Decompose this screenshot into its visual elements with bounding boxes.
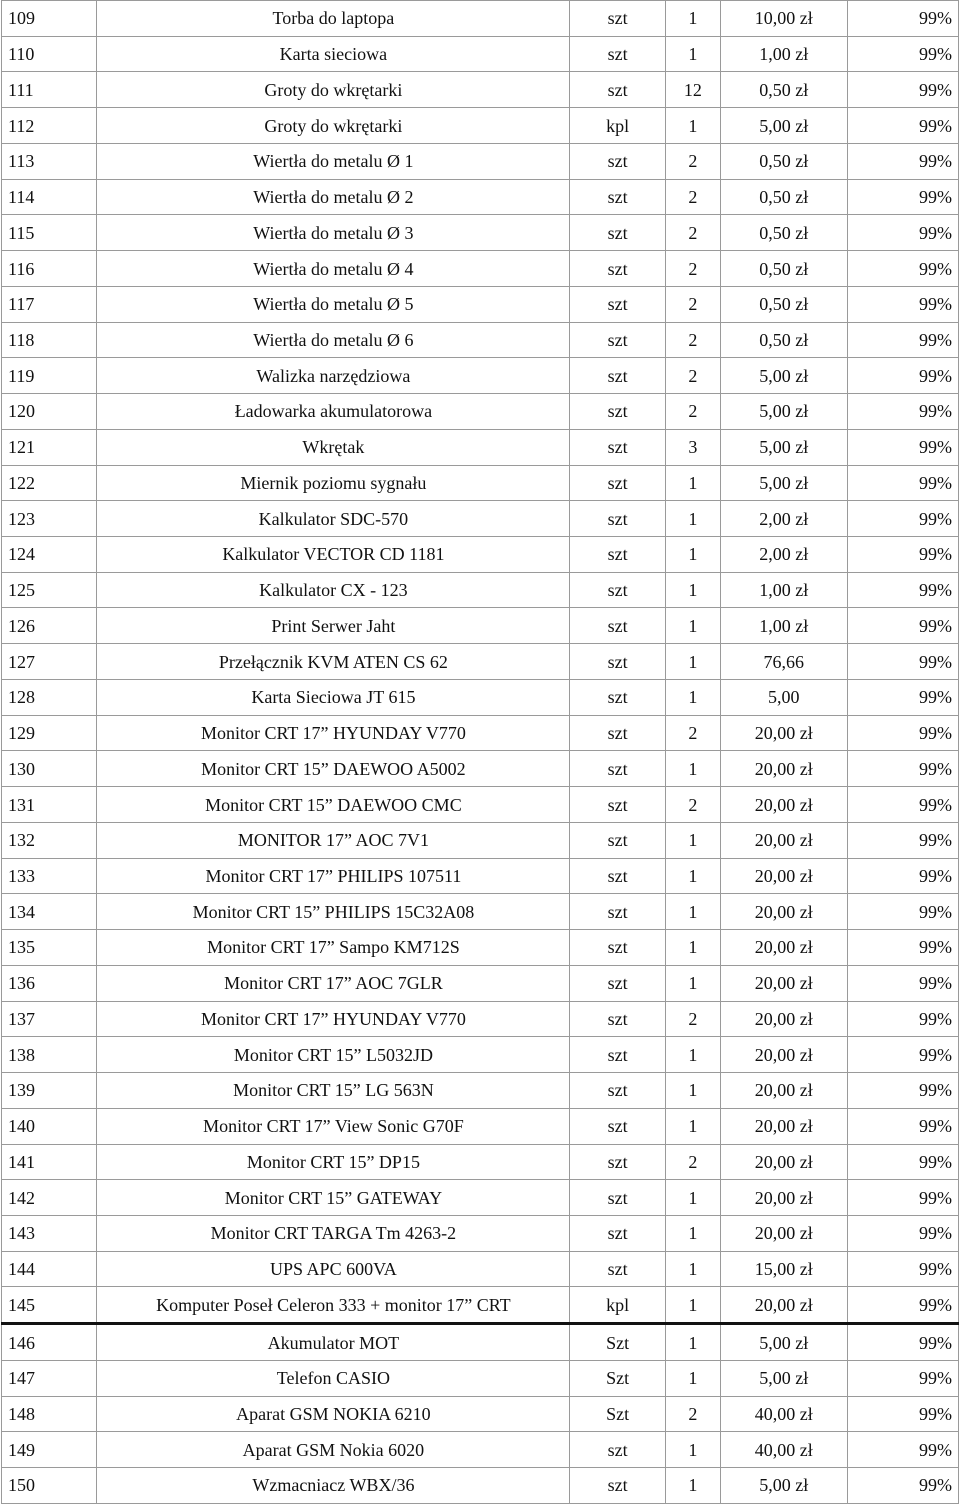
item-number: 122 bbox=[2, 465, 97, 501]
table-row bbox=[2, 679, 959, 715]
table-row bbox=[2, 822, 959, 858]
item-depreciation: 99% bbox=[847, 787, 958, 823]
item-unit: szt bbox=[570, 608, 665, 644]
item-depreciation: 99% bbox=[847, 429, 958, 465]
item-quantity: 1 bbox=[665, 1, 720, 37]
item-depreciation: 99% bbox=[847, 644, 958, 680]
item-name: Wiertła do metalu Ø 3 bbox=[97, 215, 570, 251]
item-price: 5,00 bbox=[720, 679, 847, 715]
item-unit: szt bbox=[570, 644, 665, 680]
item-name: Ładowarka akumulatorowa bbox=[97, 394, 570, 430]
item-unit: szt bbox=[570, 36, 665, 72]
item-price: 5,00 zł bbox=[720, 394, 847, 430]
item-quantity: 1 bbox=[665, 679, 720, 715]
item-number: 113 bbox=[2, 143, 97, 179]
item-name: Kalkulator CX - 123 bbox=[97, 572, 570, 608]
item-number: 132 bbox=[2, 822, 97, 858]
item-number: 125 bbox=[2, 572, 97, 608]
item-unit: szt bbox=[570, 143, 665, 179]
inventory-table-body bbox=[2, 1, 959, 1504]
item-unit: szt bbox=[570, 251, 665, 287]
item-quantity: 2 bbox=[665, 358, 720, 394]
item-name: Monitor CRT 15” DAEWOO CMC bbox=[97, 787, 570, 823]
item-price: 0,50 zł bbox=[720, 251, 847, 287]
item-number: 147 bbox=[2, 1360, 97, 1396]
item-unit: szt bbox=[570, 1180, 665, 1216]
item-quantity: 1 bbox=[665, 894, 720, 930]
table-row bbox=[2, 894, 959, 930]
item-number: 121 bbox=[2, 429, 97, 465]
item-depreciation: 99% bbox=[847, 537, 958, 573]
item-depreciation: 99% bbox=[847, 1108, 958, 1144]
item-number: 117 bbox=[2, 286, 97, 322]
item-price: 20,00 zł bbox=[720, 751, 847, 787]
item-price: 5,00 zł bbox=[720, 108, 847, 144]
table-row bbox=[2, 501, 959, 537]
item-name: Akumulator MOT bbox=[97, 1324, 570, 1361]
table-row bbox=[2, 1108, 959, 1144]
item-unit: szt bbox=[570, 1215, 665, 1251]
item-unit: szt bbox=[570, 72, 665, 108]
item-name: Wiertła do metalu Ø 2 bbox=[97, 179, 570, 215]
item-depreciation: 99% bbox=[847, 1324, 958, 1361]
item-name: Kalkulator VECTOR CD 1181 bbox=[97, 537, 570, 573]
item-unit: szt bbox=[570, 322, 665, 358]
item-number: 131 bbox=[2, 787, 97, 823]
item-name: UPS APC 600VA bbox=[97, 1251, 570, 1287]
table-row bbox=[2, 1144, 959, 1180]
item-quantity: 1 bbox=[665, 1108, 720, 1144]
item-number: 144 bbox=[2, 1251, 97, 1287]
item-name: Aparat GSM Nokia 6020 bbox=[97, 1432, 570, 1468]
item-name: Kalkulator SDC-570 bbox=[97, 501, 570, 537]
item-price: 20,00 zł bbox=[720, 1037, 847, 1073]
item-number: 145 bbox=[2, 1287, 97, 1324]
item-name: Wiertła do metalu Ø 4 bbox=[97, 251, 570, 287]
item-name: Monitor CRT 17” HYUNDAY V770 bbox=[97, 715, 570, 751]
item-unit: Szt bbox=[570, 1396, 665, 1432]
item-depreciation: 99% bbox=[847, 1001, 958, 1037]
table-row bbox=[2, 537, 959, 573]
item-quantity: 2 bbox=[665, 179, 720, 215]
table-row bbox=[2, 215, 959, 251]
item-unit: szt bbox=[570, 1468, 665, 1504]
item-number: 150 bbox=[2, 1468, 97, 1504]
table-row bbox=[2, 1396, 959, 1432]
item-quantity: 2 bbox=[665, 715, 720, 751]
item-depreciation: 99% bbox=[847, 1, 958, 37]
item-quantity: 2 bbox=[665, 286, 720, 322]
table-row bbox=[2, 1, 959, 37]
item-quantity: 1 bbox=[665, 501, 720, 537]
item-name: Monitor CRT 15” GATEWAY bbox=[97, 1180, 570, 1216]
item-quantity: 1 bbox=[665, 108, 720, 144]
item-number: 119 bbox=[2, 358, 97, 394]
item-unit: Szt bbox=[570, 1360, 665, 1396]
item-quantity: 1 bbox=[665, 1180, 720, 1216]
item-price: 40,00 zł bbox=[720, 1432, 847, 1468]
item-number: 112 bbox=[2, 108, 97, 144]
item-quantity: 1 bbox=[665, 608, 720, 644]
item-number: 143 bbox=[2, 1215, 97, 1251]
item-depreciation: 99% bbox=[847, 715, 958, 751]
item-unit: szt bbox=[570, 1251, 665, 1287]
item-price: 20,00 zł bbox=[720, 858, 847, 894]
item-unit: szt bbox=[570, 215, 665, 251]
item-price: 20,00 zł bbox=[720, 787, 847, 823]
item-price: 20,00 zł bbox=[720, 965, 847, 1001]
item-depreciation: 99% bbox=[847, 1287, 958, 1324]
table-row bbox=[2, 286, 959, 322]
item-name: Wzmacniacz WBX/36 bbox=[97, 1468, 570, 1504]
item-unit: szt bbox=[570, 465, 665, 501]
item-quantity: 2 bbox=[665, 1144, 720, 1180]
item-quantity: 2 bbox=[665, 143, 720, 179]
item-price: 1,00 zł bbox=[720, 572, 847, 608]
item-unit: szt bbox=[570, 751, 665, 787]
item-number: 114 bbox=[2, 179, 97, 215]
item-price: 20,00 zł bbox=[720, 1073, 847, 1109]
item-quantity: 1 bbox=[665, 36, 720, 72]
item-number: 136 bbox=[2, 965, 97, 1001]
item-price: 5,00 zł bbox=[720, 1360, 847, 1396]
table-row bbox=[2, 715, 959, 751]
table-row bbox=[2, 108, 959, 144]
item-depreciation: 99% bbox=[847, 1396, 958, 1432]
item-name: Karta sieciowa bbox=[97, 36, 570, 72]
item-quantity: 2 bbox=[665, 394, 720, 430]
item-unit: szt bbox=[570, 358, 665, 394]
item-name: Wiertła do metalu Ø 5 bbox=[97, 286, 570, 322]
item-price: 0,50 zł bbox=[720, 143, 847, 179]
item-number: 110 bbox=[2, 36, 97, 72]
item-price: 2,00 zł bbox=[720, 537, 847, 573]
item-price: 0,50 zł bbox=[720, 179, 847, 215]
item-price: 40,00 zł bbox=[720, 1396, 847, 1432]
item-name: MONITOR 17” AOC 7V1 bbox=[97, 822, 570, 858]
item-number: 124 bbox=[2, 537, 97, 573]
item-number: 134 bbox=[2, 894, 97, 930]
item-price: 1,00 zł bbox=[720, 36, 847, 72]
item-name: Monitor CRT 15” DAEWOO A5002 bbox=[97, 751, 570, 787]
item-quantity: 1 bbox=[665, 537, 720, 573]
item-name: Monitor CRT 15” LG 563N bbox=[97, 1073, 570, 1109]
item-depreciation: 99% bbox=[847, 930, 958, 966]
item-number: 128 bbox=[2, 679, 97, 715]
item-name: Przełącznik KVM ATEN CS 62 bbox=[97, 644, 570, 680]
item-quantity: 12 bbox=[665, 72, 720, 108]
item-depreciation: 99% bbox=[847, 751, 958, 787]
item-price: 0,50 zł bbox=[720, 72, 847, 108]
item-unit: szt bbox=[570, 1, 665, 37]
item-price: 20,00 zł bbox=[720, 1001, 847, 1037]
item-price: 5,00 zł bbox=[720, 1324, 847, 1361]
item-number: 115 bbox=[2, 215, 97, 251]
item-name: Monitor CRT 17” Sampo KM712S bbox=[97, 930, 570, 966]
item-number: 120 bbox=[2, 394, 97, 430]
item-quantity: 2 bbox=[665, 1001, 720, 1037]
table-row bbox=[2, 465, 959, 501]
item-depreciation: 99% bbox=[847, 608, 958, 644]
item-name: Print Serwer Jaht bbox=[97, 608, 570, 644]
item-number: 141 bbox=[2, 1144, 97, 1180]
item-quantity: 3 bbox=[665, 429, 720, 465]
item-quantity: 1 bbox=[665, 644, 720, 680]
item-depreciation: 99% bbox=[847, 179, 958, 215]
item-quantity: 2 bbox=[665, 322, 720, 358]
item-name: Monitor CRT 17” AOC 7GLR bbox=[97, 965, 570, 1001]
item-quantity: 1 bbox=[665, 1215, 720, 1251]
item-number: 135 bbox=[2, 930, 97, 966]
item-price: 0,50 zł bbox=[720, 215, 847, 251]
item-number: 140 bbox=[2, 1108, 97, 1144]
item-name: Groty do wkrętarki bbox=[97, 72, 570, 108]
item-name: Groty do wkrętarki bbox=[97, 108, 570, 144]
item-depreciation: 99% bbox=[847, 1251, 958, 1287]
table-row bbox=[2, 1180, 959, 1216]
item-unit: szt bbox=[570, 679, 665, 715]
item-depreciation: 99% bbox=[847, 143, 958, 179]
item-depreciation: 99% bbox=[847, 1215, 958, 1251]
item-depreciation: 99% bbox=[847, 1144, 958, 1180]
item-unit: szt bbox=[570, 1144, 665, 1180]
item-name: Wiertła do metalu Ø 6 bbox=[97, 322, 570, 358]
table-row bbox=[2, 429, 959, 465]
item-unit: szt bbox=[570, 894, 665, 930]
item-number: 137 bbox=[2, 1001, 97, 1037]
item-unit: szt bbox=[570, 715, 665, 751]
item-name: Monitor CRT 17” HYUNDAY V770 bbox=[97, 1001, 570, 1037]
table-row bbox=[2, 751, 959, 787]
table-row bbox=[2, 1324, 959, 1361]
table-row bbox=[2, 143, 959, 179]
table-row bbox=[2, 358, 959, 394]
item-name: Telefon CASIO bbox=[97, 1360, 570, 1396]
table-row bbox=[2, 1432, 959, 1468]
table-row bbox=[2, 322, 959, 358]
item-depreciation: 99% bbox=[847, 251, 958, 287]
item-number: 142 bbox=[2, 1180, 97, 1216]
item-quantity: 1 bbox=[665, 858, 720, 894]
item-unit: szt bbox=[570, 537, 665, 573]
item-depreciation: 99% bbox=[847, 501, 958, 537]
inventory-table bbox=[1, 0, 959, 1504]
item-depreciation: 99% bbox=[847, 858, 958, 894]
item-number: 109 bbox=[2, 1, 97, 37]
table-row bbox=[2, 1073, 959, 1109]
item-price: 0,50 zł bbox=[720, 322, 847, 358]
item-unit: szt bbox=[570, 965, 665, 1001]
item-depreciation: 99% bbox=[847, 1432, 958, 1468]
table-row bbox=[2, 930, 959, 966]
table-row bbox=[2, 608, 959, 644]
item-number: 118 bbox=[2, 322, 97, 358]
item-number: 127 bbox=[2, 644, 97, 680]
item-name: Monitor CRT TARGA Tm 4263-2 bbox=[97, 1215, 570, 1251]
item-price: 5,00 zł bbox=[720, 429, 847, 465]
item-quantity: 1 bbox=[665, 930, 720, 966]
item-depreciation: 99% bbox=[847, 1360, 958, 1396]
item-name: Walizka narzędziowa bbox=[97, 358, 570, 394]
item-unit: szt bbox=[570, 1073, 665, 1109]
item-price: 20,00 zł bbox=[720, 715, 847, 751]
item-name: Monitor CRT 15” DP15 bbox=[97, 1144, 570, 1180]
table-row bbox=[2, 787, 959, 823]
item-name: Wkrętak bbox=[97, 429, 570, 465]
item-depreciation: 99% bbox=[847, 322, 958, 358]
item-quantity: 1 bbox=[665, 965, 720, 1001]
item-quantity: 2 bbox=[665, 251, 720, 287]
table-row bbox=[2, 572, 959, 608]
item-depreciation: 99% bbox=[847, 394, 958, 430]
item-unit: szt bbox=[570, 930, 665, 966]
item-price: 5,00 zł bbox=[720, 358, 847, 394]
item-quantity: 1 bbox=[665, 751, 720, 787]
item-price: 1,00 zł bbox=[720, 608, 847, 644]
table-row bbox=[2, 1251, 959, 1287]
table-row bbox=[2, 965, 959, 1001]
item-number: 138 bbox=[2, 1037, 97, 1073]
table-row bbox=[2, 644, 959, 680]
table-row bbox=[2, 858, 959, 894]
item-name: Aparat GSM NOKIA 6210 bbox=[97, 1396, 570, 1432]
item-price: 20,00 zł bbox=[720, 1144, 847, 1180]
item-price: 20,00 zł bbox=[720, 1215, 847, 1251]
item-price: 2,00 zł bbox=[720, 501, 847, 537]
table-row bbox=[2, 1468, 959, 1504]
item-name: Komputer Poseł Celeron 333 + monitor 17” CRT bbox=[97, 1287, 570, 1324]
item-price: 20,00 zł bbox=[720, 894, 847, 930]
item-quantity: 1 bbox=[665, 1287, 720, 1324]
item-quantity: 1 bbox=[665, 572, 720, 608]
table-row bbox=[2, 36, 959, 72]
item-price: 20,00 zł bbox=[720, 822, 847, 858]
item-unit: szt bbox=[570, 394, 665, 430]
item-number: 123 bbox=[2, 501, 97, 537]
item-unit: szt bbox=[570, 1037, 665, 1073]
item-number: 139 bbox=[2, 1073, 97, 1109]
table-row bbox=[2, 394, 959, 430]
item-unit: szt bbox=[570, 286, 665, 322]
item-quantity: 1 bbox=[665, 1324, 720, 1361]
item-number: 116 bbox=[2, 251, 97, 287]
item-number: 130 bbox=[2, 751, 97, 787]
item-quantity: 1 bbox=[665, 465, 720, 501]
item-price: 20,00 zł bbox=[720, 1108, 847, 1144]
table-row bbox=[2, 1001, 959, 1037]
item-depreciation: 99% bbox=[847, 358, 958, 394]
item-unit: szt bbox=[570, 572, 665, 608]
item-quantity: 1 bbox=[665, 1251, 720, 1287]
item-depreciation: 99% bbox=[847, 286, 958, 322]
item-price: 76,66 bbox=[720, 644, 847, 680]
item-price: 20,00 zł bbox=[720, 1287, 847, 1324]
item-depreciation: 99% bbox=[847, 1073, 958, 1109]
item-quantity: 1 bbox=[665, 1468, 720, 1504]
item-depreciation: 99% bbox=[847, 72, 958, 108]
item-quantity: 1 bbox=[665, 1360, 720, 1396]
item-price: 20,00 zł bbox=[720, 930, 847, 966]
table-row bbox=[2, 179, 959, 215]
item-depreciation: 99% bbox=[847, 215, 958, 251]
item-unit: szt bbox=[570, 501, 665, 537]
item-quantity: 2 bbox=[665, 787, 720, 823]
item-unit: szt bbox=[570, 429, 665, 465]
item-name: Karta Sieciowa JT 615 bbox=[97, 679, 570, 715]
item-unit: szt bbox=[570, 179, 665, 215]
item-quantity: 2 bbox=[665, 1396, 720, 1432]
item-quantity: 1 bbox=[665, 1432, 720, 1468]
table-row bbox=[2, 1287, 959, 1324]
item-number: 149 bbox=[2, 1432, 97, 1468]
item-depreciation: 99% bbox=[847, 679, 958, 715]
item-unit: szt bbox=[570, 1432, 665, 1468]
item-number: 129 bbox=[2, 715, 97, 751]
item-price: 15,00 zł bbox=[720, 1251, 847, 1287]
item-unit: Szt bbox=[570, 1324, 665, 1361]
item-name: Monitor CRT 17” PHILIPS 107511 bbox=[97, 858, 570, 894]
item-quantity: 1 bbox=[665, 1037, 720, 1073]
item-price: 10,00 zł bbox=[720, 1, 847, 37]
item-depreciation: 99% bbox=[847, 1037, 958, 1073]
item-unit: szt bbox=[570, 787, 665, 823]
item-depreciation: 99% bbox=[847, 1180, 958, 1216]
item-unit: szt bbox=[570, 1001, 665, 1037]
item-number: 146 bbox=[2, 1324, 97, 1361]
table-row bbox=[2, 1215, 959, 1251]
item-name: Monitor CRT 15” PHILIPS 15C32A08 bbox=[97, 894, 570, 930]
item-depreciation: 99% bbox=[847, 465, 958, 501]
item-depreciation: 99% bbox=[847, 36, 958, 72]
item-quantity: 2 bbox=[665, 215, 720, 251]
item-unit: szt bbox=[570, 1108, 665, 1144]
item-depreciation: 99% bbox=[847, 1468, 958, 1504]
item-unit: szt bbox=[570, 858, 665, 894]
table-row bbox=[2, 72, 959, 108]
item-number: 126 bbox=[2, 608, 97, 644]
item-name: Monitor CRT 15” L5032JD bbox=[97, 1037, 570, 1073]
item-price: 0,50 zł bbox=[720, 286, 847, 322]
item-number: 133 bbox=[2, 858, 97, 894]
item-number: 148 bbox=[2, 1396, 97, 1432]
item-price: 20,00 zł bbox=[720, 1180, 847, 1216]
item-name: Monitor CRT 17” View Sonic G70F bbox=[97, 1108, 570, 1144]
item-price: 5,00 zł bbox=[720, 1468, 847, 1504]
item-price: 5,00 zł bbox=[720, 465, 847, 501]
item-quantity: 1 bbox=[665, 822, 720, 858]
item-name: Wiertła do metalu Ø 1 bbox=[97, 143, 570, 179]
item-depreciation: 99% bbox=[847, 822, 958, 858]
item-depreciation: 99% bbox=[847, 965, 958, 1001]
table-row bbox=[2, 1037, 959, 1073]
item-depreciation: 99% bbox=[847, 108, 958, 144]
item-unit: kpl bbox=[570, 108, 665, 144]
item-quantity: 1 bbox=[665, 1073, 720, 1109]
item-unit: szt bbox=[570, 822, 665, 858]
table-row bbox=[2, 251, 959, 287]
item-number: 111 bbox=[2, 72, 97, 108]
item-depreciation: 99% bbox=[847, 572, 958, 608]
item-name: Miernik poziomu sygnału bbox=[97, 465, 570, 501]
item-name: Torba do laptopa bbox=[97, 1, 570, 37]
item-depreciation: 99% bbox=[847, 894, 958, 930]
table-row bbox=[2, 1360, 959, 1396]
item-unit: kpl bbox=[570, 1287, 665, 1324]
